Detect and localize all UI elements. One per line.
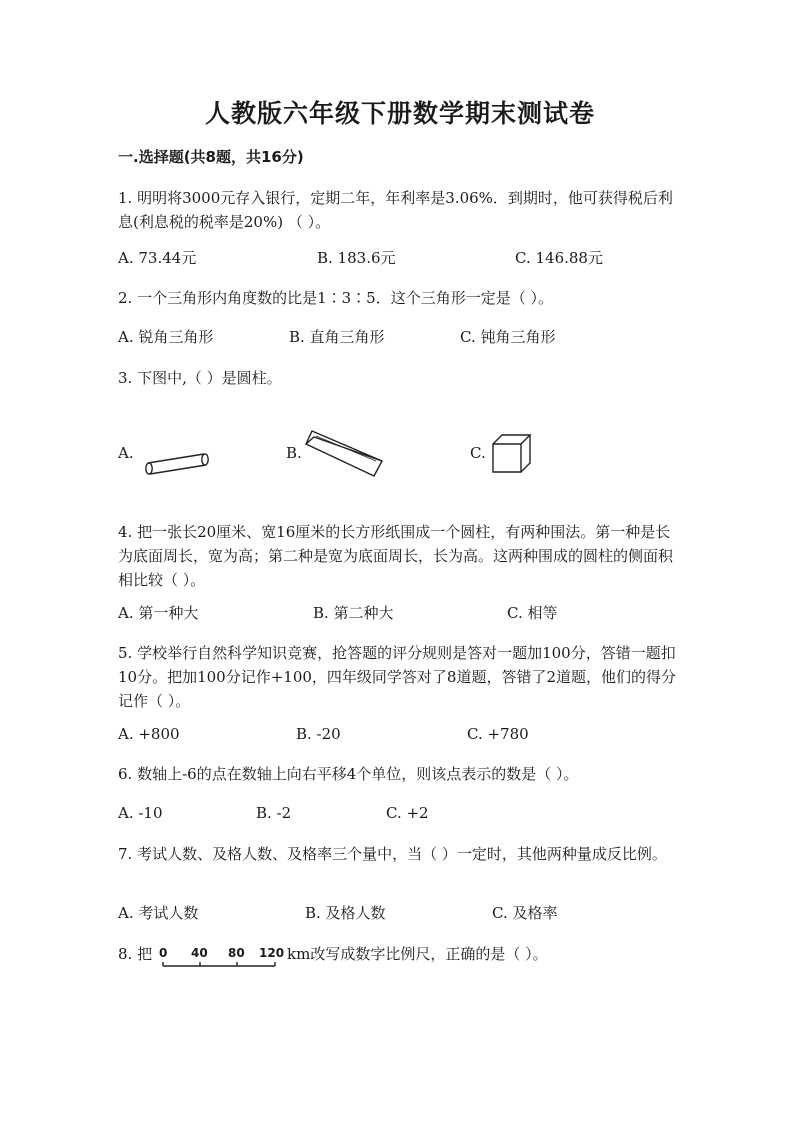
q7-option-c[interactable]: C. 及格率	[492, 904, 558, 922]
cylinder-figure	[140, 446, 212, 478]
question-4-text: 4. 把一张长20厘米、宽16厘米的长方形纸围成一个圆柱，有两种围法。第一种是长为底面周长，宽为高；第二种是宽为底面周长，长为高。这两种围成的圆柱的侧面积相比较（ ）。	[118, 523, 674, 589]
scale-tick-label: 0	[159, 946, 168, 960]
question-3-text: 3. 下图中,（ ）是圆柱。	[118, 369, 282, 387]
q4-option-b[interactable]: B. 第二种大	[313, 604, 394, 622]
q3-option-c[interactable]: C.	[470, 444, 486, 462]
line-scale-bar	[155, 946, 285, 974]
scale-tick-label: 120	[259, 946, 285, 960]
q1-option-a[interactable]: A. 73.44元	[118, 249, 197, 267]
q5-option-b[interactable]: B. -20	[296, 725, 341, 743]
q6-option-a[interactable]: A. -10	[118, 804, 163, 822]
q1-option-c[interactable]: C. 146.88元	[515, 249, 603, 267]
q7-option-a[interactable]: A. 考试人数	[118, 904, 199, 922]
q2-option-a[interactable]: A. 锐角三角形	[118, 328, 214, 346]
q2-option-c[interactable]: C. 钝角三角形	[460, 328, 556, 346]
question-2-text: 2. 一个三角形内角度数的比是1∶3∶5．这个三角形一定是（ ）。	[118, 289, 553, 307]
q1-option-b[interactable]: B. 183.6元	[317, 249, 396, 267]
q3-option-b[interactable]: B.	[286, 444, 302, 462]
q3-option-a[interactable]: A.	[118, 444, 134, 462]
page-title: 人教版六年级下册数学期末测试卷	[204, 99, 595, 128]
question-5-text: 5. 学校举行自然科学知识竞赛，抢答题的评分规则是答对一题加100分，答错一题扣10分。把加100分记作+100，四年级同学答对了8道题，答错了2道题，他们的得分记作（ ）。	[118, 644, 677, 710]
question-8-suffix: km改写成数字比例尺，正确的是（ ）。	[287, 945, 548, 963]
cube-figure	[490, 432, 532, 474]
section-heading: 一.选择题(共8题，共16分)	[118, 148, 304, 166]
scale-tick-label: 80	[228, 946, 245, 960]
question-6-text: 6. 数轴上-6的点在数轴上向右平移4个单位，则该点表示的数是（ ）。	[118, 765, 579, 783]
question-8-prefix: 8. 把	[118, 945, 153, 963]
question-7-text: 7. 考试人数、及格人数、及格率三个量中，当（ ）一定时，其他两种量成反比例。	[118, 845, 667, 863]
q4-option-c[interactable]: C. 相等	[507, 604, 558, 622]
question-1-text: 1. 明明将3000元存入银行，定期二年，年利率是3.06%．到期时，他可获得税后利息(利息税的税率是20%) （ ）。	[118, 189, 673, 231]
scale-tick-label: 40	[191, 946, 208, 960]
triangular-prism-figure	[302, 428, 384, 480]
q4-option-a[interactable]: A. 第一种大	[118, 604, 199, 622]
q6-option-c[interactable]: C. +2	[386, 804, 429, 822]
q5-option-c[interactable]: C. +780	[467, 725, 529, 743]
q6-option-b[interactable]: B. -2	[256, 804, 292, 822]
q5-option-a[interactable]: A. +800	[118, 725, 180, 743]
q7-option-b[interactable]: B. 及格人数	[305, 904, 386, 922]
q2-option-b[interactable]: B. 直角三角形	[289, 328, 385, 346]
